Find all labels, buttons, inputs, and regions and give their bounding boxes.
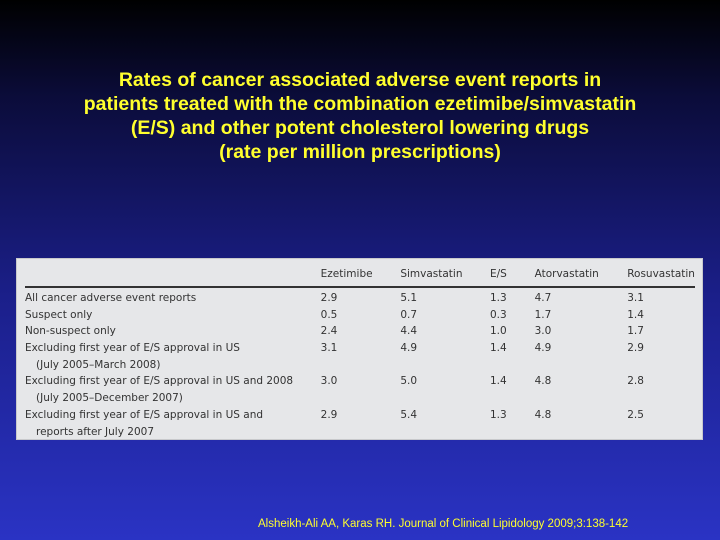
table-row bbox=[25, 375, 695, 392]
row-sublabel: reports after July 2007 bbox=[36, 425, 154, 438]
column-header-simvastatin: Simvastatin bbox=[400, 265, 490, 287]
column-header-es: E/S bbox=[490, 265, 535, 287]
cell-value: 1.3 bbox=[489, 408, 507, 421]
row-label: Excluding first year of E/S approval in US and 2008 bbox=[25, 375, 294, 388]
column-header-atorvastatin: Atorvastatin bbox=[535, 265, 628, 287]
cell-value: 4.9 bbox=[534, 342, 552, 355]
row-label: Excluding first year of E/S approval in US bbox=[25, 342, 240, 355]
cell-value: 1.0 bbox=[489, 325, 507, 338]
row-label: Excluding first year of E/S approval in US and bbox=[25, 408, 264, 421]
cell-value: 5.0 bbox=[400, 375, 418, 388]
cell-value: 3.0 bbox=[320, 375, 338, 388]
cell-value: 2.4 bbox=[320, 325, 338, 338]
row-label: All cancer adverse event reports bbox=[25, 292, 197, 304]
column-header-ezetimibe: Ezetimibe bbox=[321, 265, 401, 287]
cell-value: 1.4 bbox=[489, 375, 507, 388]
cell-value: 5.1 bbox=[400, 292, 418, 304]
cell-value: 1.7 bbox=[627, 325, 644, 338]
table-row bbox=[25, 342, 695, 359]
table-row bbox=[25, 409, 695, 426]
cell-value: 2.8 bbox=[627, 375, 644, 388]
cell-value: 4.8 bbox=[534, 408, 552, 421]
cell-value: 1.3 bbox=[489, 292, 507, 304]
row-label: Suspect only bbox=[25, 308, 93, 321]
column-header-rosuvastatin: Rosuvastatin bbox=[627, 265, 695, 287]
cell-value: 3.0 bbox=[534, 325, 552, 338]
cell-value: 3.1 bbox=[627, 292, 644, 304]
table-row-continuation bbox=[25, 392, 695, 409]
data-table-panel bbox=[16, 258, 703, 440]
cell-value: 0.7 bbox=[400, 308, 418, 321]
citation: Alsheikh-Ali AA, Karas RH. Journal of Clinical Lipidology 2009;3:138-142 bbox=[258, 518, 629, 530]
table-row bbox=[25, 287, 695, 309]
cell-value: 2.5 bbox=[627, 408, 644, 421]
cell-value: 1.4 bbox=[627, 308, 644, 321]
table-row-continuation bbox=[25, 359, 695, 376]
slide-title bbox=[0, 68, 720, 164]
table-row-continuation bbox=[25, 426, 695, 443]
cell-value: 4.7 bbox=[534, 292, 552, 304]
cell-value: 2.9 bbox=[627, 342, 644, 355]
row-label: Non-suspect only bbox=[25, 325, 116, 338]
column-header bbox=[25, 265, 321, 287]
cell-value: 2.9 bbox=[320, 408, 338, 421]
adverse-event-rates-table bbox=[25, 265, 695, 442]
cell-value: 4.4 bbox=[400, 325, 418, 338]
table-row bbox=[25, 309, 695, 326]
row-sublabel: (July 2005–December 2007) bbox=[36, 392, 183, 405]
cell-value: 1.4 bbox=[489, 342, 507, 355]
cell-value: 0.5 bbox=[320, 308, 338, 321]
table-header-row bbox=[25, 265, 695, 287]
title-line: Rates of cancer associated adverse event reports in bbox=[118, 69, 602, 91]
title-line: (rate per million prescriptions) bbox=[219, 141, 501, 163]
cell-value: 4.8 bbox=[534, 375, 552, 388]
cell-value: 2.9 bbox=[320, 292, 338, 304]
cell-value: 0.3 bbox=[489, 308, 507, 321]
row-sublabel: (July 2005–March 2008) bbox=[36, 358, 161, 371]
cell-value: 1.7 bbox=[534, 308, 552, 321]
table-row bbox=[25, 325, 695, 342]
title-line: patients treated with the combination ezetimibe/simvastatin bbox=[83, 93, 637, 115]
cell-value: 5.4 bbox=[400, 408, 418, 421]
cell-value: 3.1 bbox=[320, 342, 338, 355]
title-line: (E/S) and other potent cholesterol lowering drugs bbox=[130, 117, 590, 139]
cell-value: 4.9 bbox=[400, 342, 418, 355]
